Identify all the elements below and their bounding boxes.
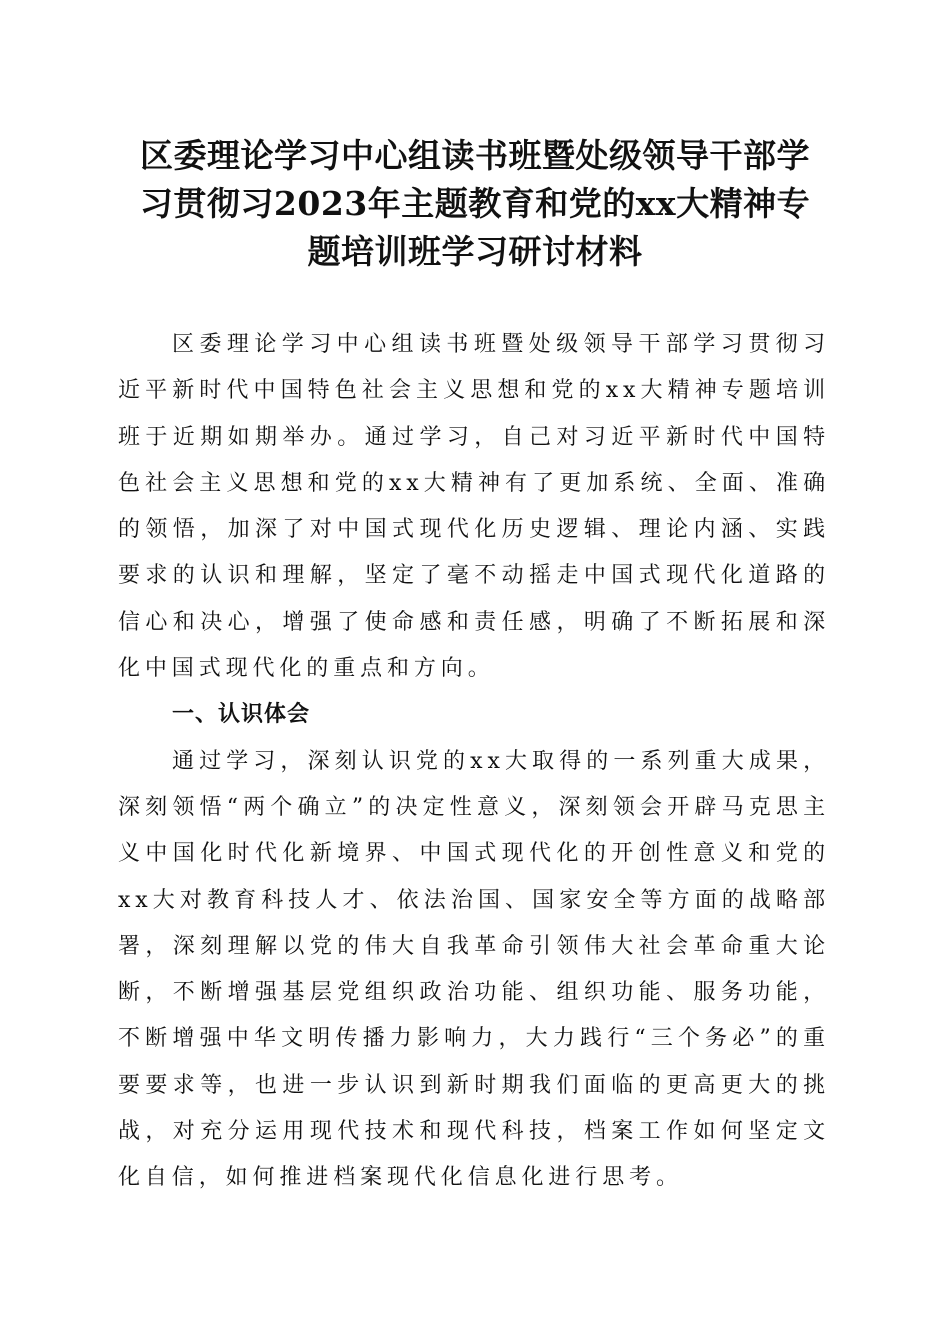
intro-paragraph: 区委理论学习中心组读书班暨处级领导干部学习贯彻习近平新时代中国特色社会主义思想和党的xx大精神专题培训班于近期如期举办。通过学习，自己对习近平新时代中国特色社会主义思想和党的xx大精神有了更加系统、全面、准确的领悟，加深了对中国式现代化历史逻辑、理论内涵、实践要求的认识和理解，坚定了毫不动摇走中国式现代化道路的信心和决心，增强了使命感和责任感，明确了不断拓展和深化中国式现代化的重点和方向。 bbox=[118, 332, 830, 682]
title-line-2: 习贯彻习2023年主题教育和党的xx大精神专 bbox=[139, 184, 811, 223]
title-line-3: 题培训班学习研讨材料 bbox=[307, 232, 643, 271]
document-title bbox=[110, 132, 840, 276]
document-body bbox=[118, 322, 830, 1202]
title-line-1: 区委理论学习中心组读书班暨处级领导干部学 bbox=[140, 136, 810, 175]
body-paragraph: 通过学习，深刻认识党的xx大取得的一系列重大成果，深刻领悟“两个确立”的决定性意义，深刻领会开辟马克思主义中国化时代化新境界、中国式现代化的开创性意义和党的xx大对教育科技人才、依法治国、国家安全等方面的战略部署，深刻理解以党的伟大自我革命引领伟大社会革命重大论断，不断增强基层党组织政治功能、组织功能、服务功能，不断增强中华文明传播力影响力，大力践行“三个务必”的重要要求等，也进一步认识到新时期我们面临的更高更大的挑战，对充分运用现代技术和现代科技，档案工作如何坚定文化自信，如何推进档案现代化信息化进行思考。 bbox=[118, 748, 830, 1191]
section-heading: 一、认识体会 bbox=[172, 702, 311, 728]
